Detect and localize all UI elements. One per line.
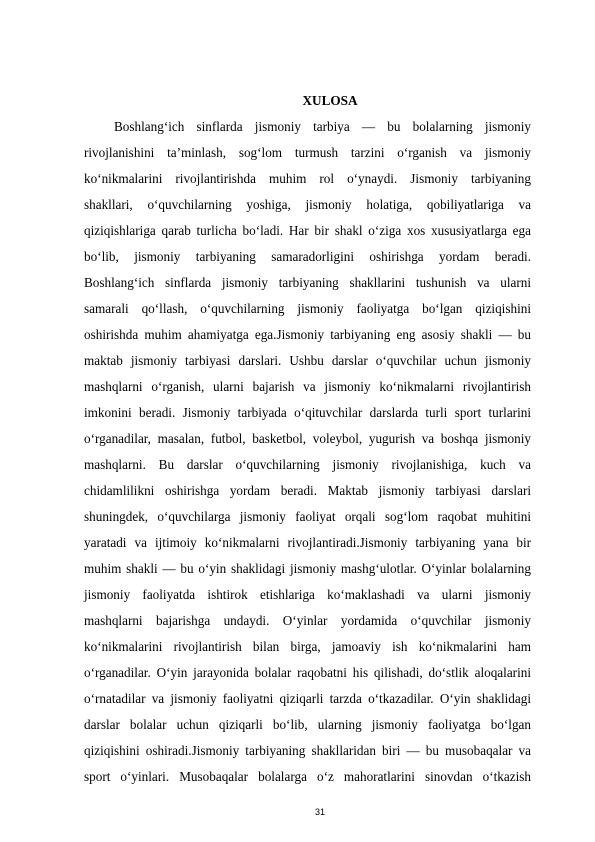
paragraph-line: bo‘lib, jismoniy tarbiyaning samaradorligini oshirishga yordam beradi. [84,249,531,264]
paragraph-line: o‘rganadilar. O‘yin jarayonida bolalar raqobatni his qilishadi, do‘stlik aloqalarini [84,665,531,680]
paragraph-line: ko‘nikmalarini rivojlantirish bilan birga, jamoaviy ish ko‘nikmalarini ham [84,639,531,654]
paragraph-line: rivojlanishini ta’minlash, sog‘lom turmush tarzini o‘rganish va jismoniy [84,145,531,160]
paragraph-line: mashqlarni bajarishga undaydi. O‘yinlar yordamida o‘quvchilar jismoniy [84,613,531,628]
paragraph-line: yaratadi va ijtimoiy ko‘nikmalarni rivojlantiradi.Jismoniy tarbiyaning yana bir [84,535,531,550]
paragraph-line: o‘rganadilar, masalan, futbol, basketbol, voleybol, yugurish va boshqa jismoniy [84,431,531,446]
paragraph-line: muhim shakli — bu o‘yin shaklidagi jismoniy mashg‘ulotlar. O‘yinlar bolalarning [84,561,531,576]
paragraph-line: samarali qo‘llash, o‘quvchilarning jismoniy faoliyatga bo‘lgan qiziqishini [84,301,531,316]
section-heading: XULOSA [302,93,358,108]
paragraph-line: qiziqishlariga qarab turlicha bo‘ladi. Har bir shakl o‘ziga xos xususiyatlarga ega [84,223,531,238]
paragraph-line: qiziqishini oshiradi.Jismoniy tarbiyaning shakllaridan biri — bu musobaqalar va [84,743,531,758]
paragraph-line: chidamlilikni oshirishga yordam beradi. Maktab jismoniy tarbiyasi darslari [84,483,531,498]
paragraph-line: imkonini beradi. Jismoniy tarbiyada o‘qituvchilar darslarda turli sport turlarini [84,405,531,420]
paragraph-line: mashqlarni. Bu darslar o‘quvchilarning jismoniy rivojlanishiga, kuch va [84,457,531,472]
paragraph-line: shuningdek, o‘quvchilarga jismoniy faoliyat orqali sog‘lom raqobat muhitini [84,509,531,524]
paragraph-line: Boshlang‘ich sinflarda jismoniy tarbiya — bu bolalarning jismoniy [114,119,531,134]
paragraph-line: jismoniy faoliyatda ishtirok etishlariga ko‘maklashadi va ularni jismoniy [84,587,531,602]
paragraph-line: oshirishda muhim ahamiyatga ega.Jismoniy tarbiyaning eng asosiy shakli — bu [84,327,531,342]
paragraph-line: sport o‘yinlari. Musobaqalar bolalarga o‘z mahoratlarini sinovdan o‘tkazish [84,769,531,784]
paragraph-line: Boshlang‘ich sinflarda jismoniy tarbiyaning shakllarini tushunish va ularni [84,275,531,290]
page-number: 31 [314,807,325,817]
paragraph-line: darslar bolalar uchun qiziqarli bo‘lib, ularning jismoniy faoliyatga bo‘lgan [84,717,531,732]
paragraph-line: o‘rnatadilar va jismoniy faoliyatni qiziqarli tarzda o‘tkazadilar. O‘yin shaklidagi [84,691,531,706]
paragraph-line: maktab jismoniy tarbiyasi darslari. Ushbu darslar o‘quvchilar uchun jismoniy [84,353,531,368]
paragraph-line: mashqlarni o‘rganish, ularni bajarish va jismoniy ko‘nikmalarni rivojlantirish [84,379,531,394]
paragraph-line: shakllari, o‘quvchilarning yoshiga, jismoniy holatiga, qobiliyatlariga va [84,197,531,212]
paragraph-line: ko‘nikmalarini rivojlantirishda muhim rol o‘ynaydi. Jismoniy tarbiyaning [84,171,531,186]
